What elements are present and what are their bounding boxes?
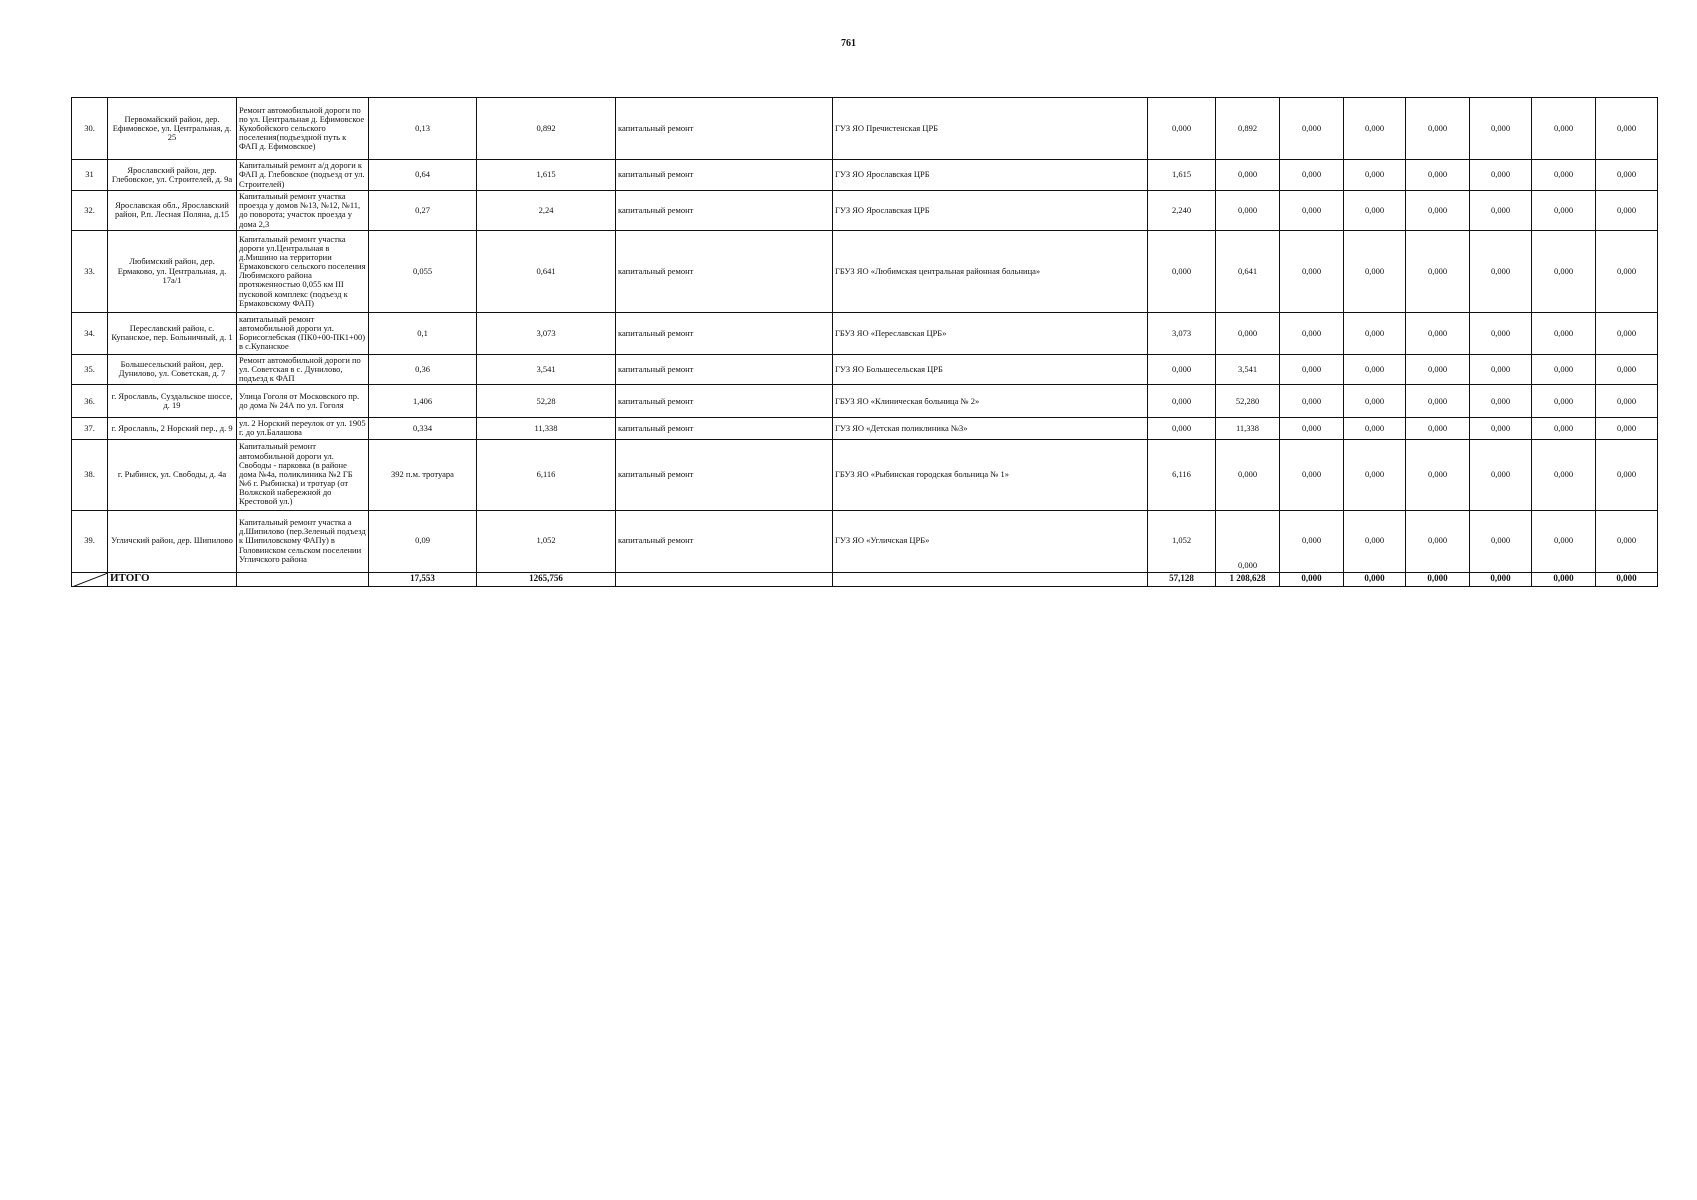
finance-cell-5: 0,000 [1406,418,1470,439]
length-cell: 1,406 [369,385,477,418]
total-row [72,572,1658,586]
length-cell: 0,64 [369,160,477,191]
total-finance-cell-7: 0,000 [1532,572,1596,586]
total-finance-cell-5: 0,000 [1406,572,1470,586]
finance-cell-4: 0,000 [1344,230,1406,312]
work-type-cell: капитальный ремонт [616,385,833,418]
total-finance-cell-2: 1 208,628 [1216,572,1280,586]
table-row [72,385,1658,418]
finance-cell-2: 0,892 [1216,98,1280,160]
finance-cell-3: 0,000 [1280,385,1344,418]
table-row [72,191,1658,231]
finance-cell-1: 3,073 [1148,312,1216,354]
finance-cell-1: 0,000 [1148,230,1216,312]
finance-cell-7: 0,000 [1532,354,1596,385]
finance-cell-4: 0,000 [1344,191,1406,231]
finance-cell-6: 0,000 [1470,439,1532,510]
finance-cell-1: 2,240 [1148,191,1216,231]
work-type-cell: капитальный ремонт [616,439,833,510]
finance-cell-4: 0,000 [1344,385,1406,418]
description-cell: Ремонт автомобильной дороги по по ул. Центральная д. Ефимовское Кукобойского сельского поселения(подъездной путь к ФАП д. Ефимовское) [237,98,369,160]
row-number: 31 [72,160,108,191]
finance-cell-5: 0,000 [1406,98,1470,160]
finance-cell-3: 0,000 [1280,191,1344,231]
finance-cell-8: 0,000 [1596,439,1658,510]
finance-cell-5: 0,000 [1406,510,1470,572]
institution-cell: ГУЗ ЯО Ярославская ЦРБ [833,191,1148,231]
table-row [72,312,1658,354]
work-type-cell: капитальный ремонт [616,160,833,191]
address-cell: Угличский район, дер. Шипилово [108,510,237,572]
row-number: 32. [72,191,108,231]
finance-cell-8: 0,000 [1596,230,1658,312]
finance-cell-2: 0,000 [1216,439,1280,510]
finance-cell-8: 0,000 [1596,385,1658,418]
cost-cell: 2,24 [477,191,616,231]
cost-cell: 1,615 [477,160,616,191]
finance-cell-2: 0,641 [1216,230,1280,312]
total-finance-cell-3: 0,000 [1280,572,1344,586]
cost-cell: 11,338 [477,418,616,439]
total-empty-type [616,572,833,586]
address-cell: Большесельский район, дер. Дунилово, ул. Советская, д. 7 [108,354,237,385]
length-cell: 0,334 [369,418,477,439]
table-row [72,160,1658,191]
finance-cell-7: 0,000 [1532,510,1596,572]
finance-cell-2: 0,000 [1216,191,1280,231]
total-length: 17,553 [369,572,477,586]
finance-cell-6: 0,000 [1470,191,1532,231]
description-cell: Капитальный ремонт участка а д.Шипилово (пер.Зеленый подъезд к Шипиловскому ФАПу) в Головинском сельском поселении Угличского района [237,510,369,572]
cost-cell: 52,28 [477,385,616,418]
report-table [71,97,1658,587]
finance-cell-4: 0,000 [1344,354,1406,385]
finance-cell-1: 1,052 [1148,510,1216,572]
finance-cell-5: 0,000 [1406,439,1470,510]
table-row [72,418,1658,439]
row-number: 33. [72,230,108,312]
address-cell: г. Ярославль, Суздальское шоссе, д. 19 [108,385,237,418]
total-cost: 1265,756 [477,572,616,586]
table-row [72,510,1658,572]
description-cell: Ремонт автомобильной дороги по ул. Советская в с. Дунилово, подъезд к ФАП [237,354,369,385]
finance-cell-3: 0,000 [1280,418,1344,439]
length-cell: 392 п.м. тротуара [369,439,477,510]
finance-cell-7: 0,000 [1532,385,1596,418]
institution-cell: ГБУЗ ЯО «Переславская ЦРБ» [833,312,1148,354]
finance-cell-6: 0,000 [1470,418,1532,439]
finance-cell-2: 0,000 [1216,510,1280,572]
diagonal-line-cell [72,572,108,586]
finance-cell-5: 0,000 [1406,230,1470,312]
total-empty-description [237,572,369,586]
length-cell: 0,27 [369,191,477,231]
page-number: 761 [841,38,856,49]
finance-cell-5: 0,000 [1406,354,1470,385]
finance-cell-8: 0,000 [1596,354,1658,385]
total-finance-cell-8: 0,000 [1596,572,1658,586]
total-finance-cell-6: 0,000 [1470,572,1532,586]
finance-cell-1: 1,615 [1148,160,1216,191]
finance-cell-7: 0,000 [1532,312,1596,354]
finance-cell-3: 0,000 [1280,98,1344,160]
work-type-cell: капитальный ремонт [616,191,833,231]
length-cell: 0,36 [369,354,477,385]
institution-cell: ГБУЗ ЯО «Рыбинская городская больница № 1» [833,439,1148,510]
finance-cell-4: 0,000 [1344,510,1406,572]
description-cell: Капитальный ремонт автомобильной дороги ул. Свободы - парковка (в районе дома №4а, поликлиника №2 ГБ №6 г. Рыбинска) и тротуар (от Волжской набережной до Крестовой ул.) [237,439,369,510]
finance-cell-3: 0,000 [1280,230,1344,312]
length-cell: 0,055 [369,230,477,312]
finance-cell-7: 0,000 [1532,160,1596,191]
work-type-cell: капитальный ремонт [616,354,833,385]
work-type-cell: капитальный ремонт [616,418,833,439]
finance-cell-2: 0,000 [1216,312,1280,354]
finance-cell-6: 0,000 [1470,98,1532,160]
finance-cell-8: 0,000 [1596,312,1658,354]
finance-cell-8: 0,000 [1596,160,1658,191]
cost-cell: 0,892 [477,98,616,160]
description-cell: Капитальный ремонт участка дороги ул.Центральная в д.Мишино на территории Ермаковского сельского поселения Любимского района протяженностью 0,055 км III пусковой комплекс (подъезд к Ермаковскому ФАП) [237,230,369,312]
total-finance-cell-4: 0,000 [1344,572,1406,586]
row-number: 36. [72,385,108,418]
description-cell: капитальный ремонт автомобильной дороги ул. Борисоглебская (ПК0+00-ПК1+00) в с.Купанское [237,312,369,354]
finance-cell-4: 0,000 [1344,418,1406,439]
finance-cell-3: 0,000 [1280,160,1344,191]
finance-cell-5: 0,000 [1406,191,1470,231]
finance-cell-7: 0,000 [1532,230,1596,312]
finance-cell-1: 0,000 [1148,354,1216,385]
institution-cell: ГУЗ ЯО «Детская поликлиника №3» [833,418,1148,439]
length-cell: 0,13 [369,98,477,160]
finance-cell-3: 0,000 [1280,510,1344,572]
finance-cell-1: 0,000 [1148,385,1216,418]
diagonal-line-icon [72,573,108,587]
description-cell: Капитальный ремонт участка проезда у домов №13, №12, №11, до поворота; участок проезда у дома 2,3 [237,191,369,231]
row-number: 30. [72,98,108,160]
work-type-cell: капитальный ремонт [616,510,833,572]
address-cell: Любимский район, дер. Ермаково, ул. Центральная, д. 17а/1 [108,230,237,312]
cost-cell: 1,052 [477,510,616,572]
total-empty-institution [833,572,1148,586]
description-cell: ул. 2 Норский переулок от ул. 1905 г. до ул.Балашова [237,418,369,439]
address-cell: Первомайский район, дер. Ефимовское, ул. Центральная, д. 25 [108,98,237,160]
cost-cell: 3,073 [477,312,616,354]
institution-cell: ГУЗ ЯО «Угличская ЦРБ» [833,510,1148,572]
row-number: 37. [72,418,108,439]
row-number: 38. [72,439,108,510]
length-cell: 0,09 [369,510,477,572]
finance-cell-4: 0,000 [1344,312,1406,354]
table-row [72,354,1658,385]
institution-cell: ГБУЗ ЯО «Клиническая больница № 2» [833,385,1148,418]
finance-cell-2: 52,280 [1216,385,1280,418]
description-cell: Капитальный ремонт а/д дороги к ФАП д. Глебовское (подъезд от ул. Строителей) [237,160,369,191]
address-cell: Переславский район, с. Купанское, пер. Больничный, д. 1 [108,312,237,354]
finance-cell-1: 6,116 [1148,439,1216,510]
finance-cell-7: 0,000 [1532,191,1596,231]
address-cell: Ярославский район, дер. Глебовское, ул. Строителей, д. 9а [108,160,237,191]
finance-cell-8: 0,000 [1596,418,1658,439]
finance-cell-8: 0,000 [1596,191,1658,231]
finance-cell-6: 0,000 [1470,510,1532,572]
work-type-cell: капитальный ремонт [616,312,833,354]
finance-cell-6: 0,000 [1470,385,1532,418]
institution-cell: ГУЗ ЯО Большесельская ЦРБ [833,354,1148,385]
total-finance-cell-1: 57,128 [1148,572,1216,586]
description-cell: Улица Гоголя от Московского пр. до дома № 24А по ул. Гоголя [237,385,369,418]
cost-cell: 6,116 [477,439,616,510]
finance-cell-2: 3,541 [1216,354,1280,385]
table-row [72,98,1658,160]
institution-cell: ГУЗ ЯО Ярославская ЦРБ [833,160,1148,191]
finance-cell-7: 0,000 [1532,418,1596,439]
institution-cell: ГБУЗ ЯО «Любимская центральная районная больница» [833,230,1148,312]
row-number: 34. [72,312,108,354]
total-label: ИТОГО [108,572,237,586]
cost-cell: 3,541 [477,354,616,385]
table-row [72,439,1658,510]
finance-cell-8: 0,000 [1596,510,1658,572]
finance-cell-6: 0,000 [1470,354,1532,385]
finance-cell-5: 0,000 [1406,312,1470,354]
address-cell: г. Рыбинск, ул. Свободы, д. 4а [108,439,237,510]
finance-cell-1: 0,000 [1148,418,1216,439]
finance-cell-6: 0,000 [1470,160,1532,191]
work-type-cell: капитальный ремонт [616,98,833,160]
finance-cell-5: 0,000 [1406,160,1470,191]
row-number: 39. [72,510,108,572]
finance-cell-7: 0,000 [1532,439,1596,510]
address-cell: г. Ярославль, 2 Норский пер., д. 9 [108,418,237,439]
finance-cell-7: 0,000 [1532,98,1596,160]
work-type-cell: капитальный ремонт [616,230,833,312]
table-row [72,230,1658,312]
cost-cell: 0,641 [477,230,616,312]
finance-cell-2: 11,338 [1216,418,1280,439]
finance-cell-8: 0,000 [1596,98,1658,160]
finance-cell-3: 0,000 [1280,439,1344,510]
finance-cell-4: 0,000 [1344,98,1406,160]
finance-cell-5: 0,000 [1406,385,1470,418]
length-cell: 0,1 [369,312,477,354]
finance-cell-4: 0,000 [1344,160,1406,191]
finance-cell-3: 0,000 [1280,312,1344,354]
address-cell: Ярославская обл., Ярославский район, Р.п. Лесная Поляна, д.15 [108,191,237,231]
finance-cell-4: 0,000 [1344,439,1406,510]
finance-cell-2: 0,000 [1216,160,1280,191]
finance-cell-6: 0,000 [1470,312,1532,354]
finance-cell-6: 0,000 [1470,230,1532,312]
institution-cell: ГУЗ ЯО Пречистенская ЦРБ [833,98,1148,160]
finance-cell-3: 0,000 [1280,354,1344,385]
row-number: 35. [72,354,108,385]
finance-cell-1: 0,000 [1148,98,1216,160]
